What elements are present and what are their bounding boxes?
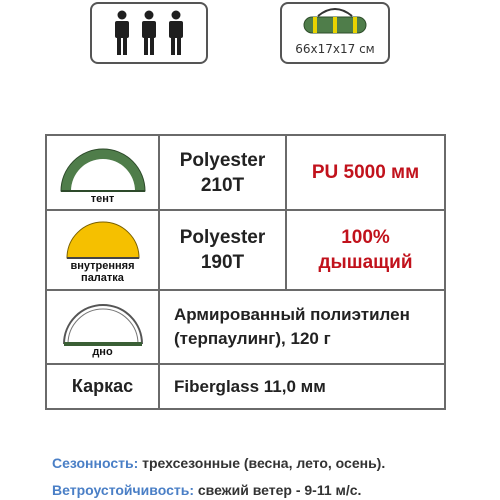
inner-feature-line2: дышащий (318, 252, 413, 273)
table-row (46, 135, 445, 210)
wind-label: Ветроустойчивость: (52, 482, 194, 498)
bag-size-box (280, 2, 390, 64)
outer-material-cell (159, 135, 286, 210)
outer-feature-text: PU 5000 мм (311, 162, 420, 183)
seasonality-label: Сезонность: (52, 455, 139, 471)
inner-feature-line1: 100% (341, 227, 390, 248)
seasonality-value: трехсезонные (весна, лето, осень). (142, 455, 386, 471)
frame-label: Каркас (46, 364, 159, 409)
outer-feature-cell (286, 135, 445, 210)
bag-size-label: 66x17x17 см (295, 42, 375, 56)
outer-tent-caption: тент (90, 192, 115, 205)
table-row (46, 364, 445, 409)
inner-tent-caption-line2: палатка (81, 272, 124, 284)
outer-material-line2: 210T (200, 174, 245, 196)
floor-material-cell (159, 290, 445, 364)
tent-floor-arc-icon (58, 300, 148, 346)
wind-value: свежий ветер - 9-11 м/с. (197, 482, 362, 498)
tent-outer-arc-icon (55, 145, 151, 193)
inner-tent-caption-line1: внутренняя (70, 260, 135, 272)
table-row (46, 290, 445, 364)
floor-text-line2: (терпаулинг), 120 г (174, 329, 331, 348)
inner-material-cell (159, 210, 286, 290)
inner-tent-cell (46, 210, 159, 290)
inner-material-line1: Polyester (179, 227, 266, 248)
outer-material-line1: Polyester (179, 149, 266, 171)
carry-bag-icon (282, 4, 388, 44)
table-row (46, 210, 445, 290)
three-people-icon (92, 4, 206, 62)
floor-caption: дно (92, 346, 113, 358)
floor-cell (46, 290, 159, 364)
capacity-box (90, 2, 208, 64)
spec-table (45, 134, 446, 410)
outer-tent-cell (46, 135, 159, 210)
floor-text-line1: Армированный полиэтилен (174, 305, 410, 324)
frame-text: Fiberglass 11,0 мм (159, 364, 445, 409)
inner-feature-cell (286, 210, 445, 290)
inner-material-line2: 190T (200, 252, 245, 273)
tent-inner-arc-icon (63, 220, 143, 260)
wind-line (52, 482, 361, 498)
seasonality-line (52, 455, 385, 471)
